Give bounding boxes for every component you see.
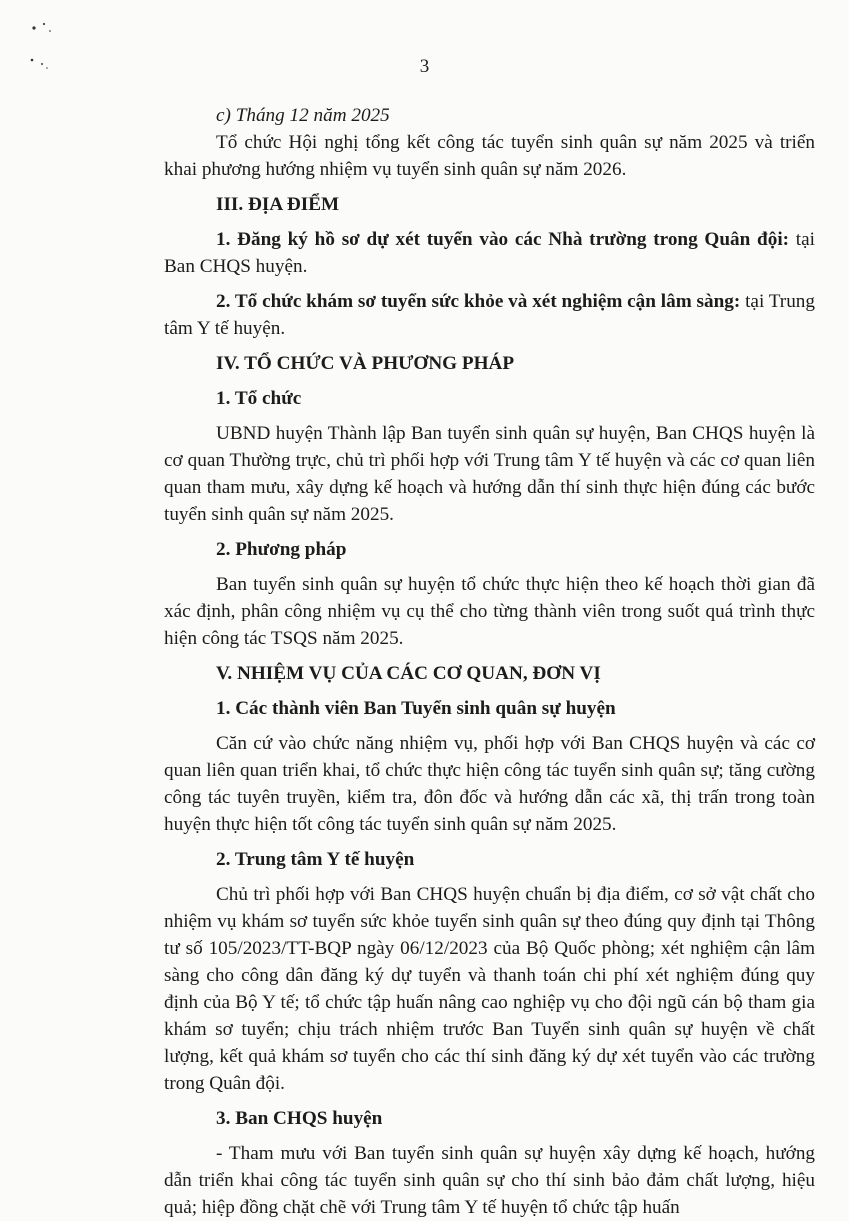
section-5-sub-2-body: Chủ trì phối hợp với Ban CHQS huyện chuẩn bị địa điểm, cơ sở vật chất cho nhiệm vụ khám sơ tuyển sức khỏe tuyển sinh quân sự theo đúng quy định tại Thông tư số 105/2023/TT-BQP ngày 06/12/2023 của Bộ Quốc phòng; xét nghiệm cận lâm sàng cho công dân đăng ký dự tuyển và thanh toán chi phí xét nghiệm đúng quy định của Bộ Y tế; tổ chức tập huấn nâng cao nghiệp vụ cho đội ngũ cán bộ tham gia khám sơ tuyển; chịu trách nhiệm trước Ban Tuyển sinh quân sự huyện về chất lượng, kết quả khám sơ tuyển cho các thí sinh đăng ký dự xét tuyển vào các trường trong Quân đội.	[164, 884, 815, 1094]
section-3-title: III. ĐỊA ĐIỂM	[216, 194, 340, 215]
section-3-item-2-label: 2. Tổ chức khám sơ tuyển sức khỏe và xét nghiệm cận lâm sàng:	[216, 291, 741, 312]
section-4-sub-1-body: UBND huyện Thành lập Ban tuyển sinh quân sự huyện, Ban CHQS huyện là cơ quan Thường trực, chủ trì phối hợp với Trung tâm Y tế huyện và các cơ quan liên quan tham mưu, xây dựng kế hoạch và hướng dẫn thí sinh thực hiện đúng các bước tuyển sinh quân sự năm 2025.	[164, 423, 815, 525]
december-paragraph: Tổ chức Hội nghị tổng kết công tác tuyển sinh quân sự năm 2025 và triển khai phương hướng nhiệm vụ tuyển sinh quân sự năm 2026.	[164, 132, 815, 180]
document-body	[164, 102, 815, 1221]
section-5-sub-3-body: - Tham mưu với Ban tuyển sinh quân sự huyện xây dựng kế hoạch, hướng dẫn triển khai công tác tuyển sinh quân sự cho thí sinh bảo đảm chất lượng, hiệu quả; hiệp đồng chặt chẽ với Trung tâm Y tế huyện tổ chức tập huấn	[164, 1143, 815, 1218]
section-3-item-1-label: 1. Đăng ký hồ sơ dự xét tuyển vào các Nhà trường trong Quân đội:	[216, 229, 790, 250]
december-heading: c) Tháng 12 năm 2025	[216, 105, 390, 126]
section-3-item-2-text: tại Trung tâm Y tế huyện.	[164, 291, 815, 339]
section-4-sub-2: 2. Phương pháp	[216, 539, 347, 560]
section-3-item-2	[164, 288, 815, 342]
section-4-title: IV. TỔ CHỨC VÀ PHƯƠNG PHÁP	[216, 353, 515, 374]
section-3-item-1-text: tại Ban CHQS huyện.	[164, 229, 815, 277]
section-5-sub-1: 1. Các thành viên Ban Tuyển sinh quân sự huyện	[216, 698, 616, 719]
section-5-sub-2: 2. Trung tâm Y tế huyện	[216, 849, 415, 870]
section-4-sub-2-body: Ban tuyển sinh quân sự huyện tổ chức thực hiện theo kế hoạch thời gian đã xác định, phân công nhiệm vụ cụ thể cho từng thành viên trong suốt quá trình thực hiện công tác TSQS năm 2025.	[164, 574, 815, 649]
section-4-sub-1: 1. Tổ chức	[216, 388, 302, 409]
section-5-sub-1-body: Căn cứ vào chức năng nhiệm vụ, phối hợp với Ban CHQS huyện và các cơ quan liên quan triển khai, tổ chức thực hiện công tác tuyển sinh quân sự; tăng cường công tác tuyên truyền, kiểm tra, đôn đốc và hướng dẫn các xã, thị trấn trong toàn huyện thực hiện tốt công tác tuyển sinh quân sự năm 2025.	[164, 733, 815, 835]
page-number: 3	[419, 56, 430, 77]
section-5-title: V. NHIỆM VỤ CỦA CÁC CƠ QUAN, ĐƠN VỊ	[216, 663, 601, 684]
section-3-item-1	[164, 226, 815, 280]
section-5-sub-3: 3. Ban CHQS huyện	[216, 1108, 383, 1129]
